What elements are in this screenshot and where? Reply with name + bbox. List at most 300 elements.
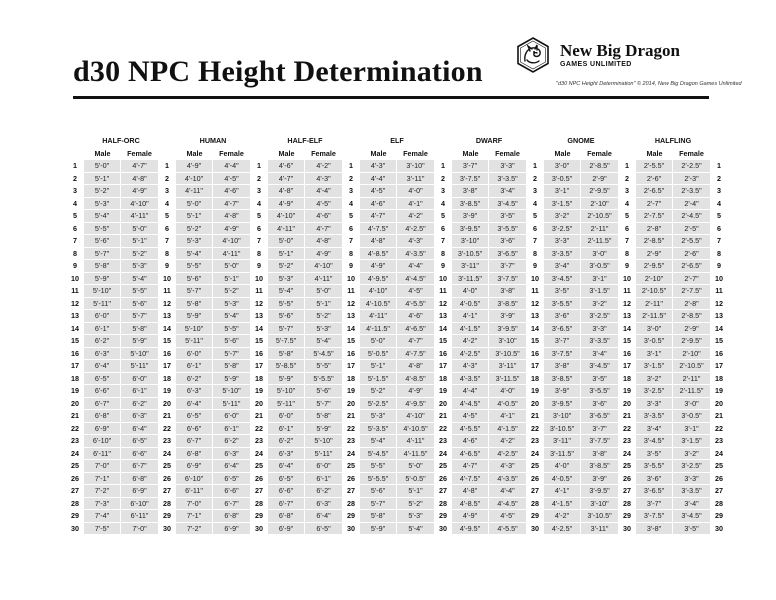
roll-number: 17 — [255, 361, 263, 370]
female-height-cell: 3'-2.5" — [581, 310, 618, 322]
male-height-cell: 6'-0" — [176, 348, 213, 360]
male-height-cell: 5'-7" — [176, 285, 213, 297]
male-height-cell: 5'-4" — [268, 285, 305, 297]
female-height-cell: 5'-4" — [121, 273, 158, 285]
female-height-cell: 4'-7" — [397, 335, 434, 347]
female-height-cell: 4'-11" — [213, 248, 250, 260]
roll-number: 3 — [717, 186, 721, 195]
male-height-cell: 5'-7" — [84, 248, 121, 260]
female-height-cell: 5'-1" — [305, 298, 342, 310]
roll-number: 22 — [71, 423, 79, 433]
female-height-cell: 4'-9.5" — [397, 398, 434, 410]
roll-number: 5 — [441, 211, 445, 220]
roll-number: 19 — [623, 386, 631, 395]
male-height-cell: 3'-0.5" — [636, 335, 673, 347]
male-height-cell: 4'-5" — [360, 185, 397, 197]
female-height-cell: 3'-0" — [581, 248, 618, 260]
male-height-cell: 5'-3" — [176, 235, 213, 247]
female-header: Female — [495, 148, 520, 158]
male-height-cell: 5'-1" — [84, 173, 121, 185]
roll-number: 15 — [715, 336, 723, 345]
male-height-cell: 5'-11" — [84, 298, 121, 310]
roll-number: 27 — [163, 486, 171, 495]
male-height-cell: 3'-7.5" — [452, 173, 489, 185]
male-height-cell: 4'-10.5" — [360, 298, 397, 310]
female-height-cell: 4'-5" — [305, 198, 342, 210]
male-height-cell: 5'-2" — [268, 260, 305, 272]
female-height-cell: 6'-11" — [121, 510, 158, 522]
roll-number: 9 — [257, 261, 261, 270]
male-height-cell: 3'-7.5" — [636, 510, 673, 522]
roll-number: 26 — [163, 473, 171, 483]
roll-number: 27 — [71, 486, 79, 495]
spacer-cell — [66, 148, 84, 160]
roll-number: 26 — [623, 473, 631, 483]
female-height-cell: 5'-10" — [121, 348, 158, 360]
female-height-cell: 2'-10.5" — [581, 210, 618, 222]
male-height-cell: 5'-11" — [268, 398, 305, 410]
female-height-cell: 3'-5" — [581, 373, 618, 385]
female-height-cell: 4'-4.5" — [489, 498, 526, 510]
male-header: Male — [278, 148, 295, 158]
roll-number: 18 — [163, 373, 171, 383]
roll-number: 15 — [71, 336, 79, 345]
roll-number: 18 — [531, 373, 539, 383]
roll-number: 20 — [439, 398, 447, 408]
table-row — [66, 485, 728, 497]
male-height-cell: 3'-0" — [544, 160, 581, 172]
roll-number: 5 — [165, 211, 169, 220]
female-height-cell: 3'-1" — [581, 273, 618, 285]
female-height-cell: 4'-0" — [397, 185, 434, 197]
roll-number: 19 — [439, 386, 447, 395]
male-height-cell: 3'-5.5" — [544, 298, 581, 310]
roll-number: 28 — [71, 498, 79, 508]
female-height-cell: 3'-10.5" — [581, 510, 618, 522]
roll-number: 5 — [349, 211, 353, 220]
roll-number: 17 — [531, 361, 539, 370]
roll-number: 10 — [255, 273, 263, 283]
female-height-cell: 4'-6" — [213, 185, 250, 197]
female-height-cell: 3'-7" — [581, 423, 618, 435]
female-height-cell: 5'-4" — [397, 523, 434, 535]
roll-number: 3 — [625, 186, 629, 195]
female-height-cell: 4'-4.5" — [397, 273, 434, 285]
female-height-cell: 4'-10" — [305, 260, 342, 272]
roll-number: 30 — [255, 523, 263, 533]
female-height-cell: 6'-6" — [213, 485, 250, 497]
female-height-cell: 6'-8" — [121, 473, 158, 485]
roll-number: 17 — [71, 361, 79, 370]
roll-number: 30 — [715, 523, 723, 533]
roll-number: 15 — [623, 336, 631, 345]
roll-number: 24 — [531, 448, 539, 458]
male-height-cell: 6'-3" — [268, 448, 305, 460]
male-height-cell: 6'-4" — [176, 398, 213, 410]
roll-number: 21 — [163, 411, 171, 420]
roll-number: 24 — [347, 448, 355, 458]
male-height-cell: 7'-5" — [84, 523, 121, 535]
male-height-cell: 4'-8.5" — [452, 498, 489, 510]
female-height-cell: 4'-3.5" — [397, 248, 434, 260]
female-height-cell: 4'-0" — [489, 385, 526, 397]
race-header: GNOME — [567, 136, 595, 145]
roll-number: 13 — [71, 311, 79, 320]
female-height-cell: 2'-10.5" — [673, 360, 710, 372]
male-height-cell: 6'-11" — [84, 448, 121, 460]
male-height-cell: 4'-10" — [176, 173, 213, 185]
roll-number: 30 — [347, 523, 355, 533]
female-height-cell: 4'-2.5" — [489, 448, 526, 460]
male-height-cell: 5'-4" — [176, 248, 213, 260]
female-height-cell: 6'-3" — [213, 448, 250, 460]
roll-number: 6 — [257, 223, 261, 233]
female-height-cell: 5'-10" — [305, 435, 342, 447]
roll-number: 15 — [255, 336, 263, 345]
male-height-cell: 2'-10" — [636, 273, 673, 285]
female-height-cell: 3'-5" — [673, 523, 710, 535]
female-height-cell: 3'-4.5" — [673, 510, 710, 522]
female-height-cell: 5'-5" — [305, 360, 342, 372]
roll-number: 13 — [347, 311, 355, 320]
roll-number: 27 — [347, 486, 355, 495]
female-height-cell: 5'-3" — [213, 298, 250, 310]
female-height-cell: 3'-6" — [581, 398, 618, 410]
roll-number: 3 — [165, 186, 169, 195]
male-height-cell: 3'-10" — [544, 410, 581, 422]
female-height-cell: 3'-11" — [397, 173, 434, 185]
male-height-cell: 3'-5" — [636, 448, 673, 460]
male-height-cell: 2'-8.5" — [636, 235, 673, 247]
female-height-cell: 4'-11.5" — [397, 448, 434, 460]
female-height-cell: 3'-3.5" — [581, 335, 618, 347]
roll-number: 14 — [439, 323, 447, 333]
male-height-cell: 3'-8" — [636, 523, 673, 535]
female-height-cell: 4'-7" — [213, 198, 250, 210]
female-height-cell: 3'-10.5" — [489, 348, 526, 360]
male-height-cell: 5'-5" — [176, 260, 213, 272]
female-height-cell: 6'-9" — [213, 523, 250, 535]
female-height-cell: 5'-0" — [305, 285, 342, 297]
male-height-cell: 4'-7.5" — [360, 223, 397, 235]
female-height-cell: 2'-9.5" — [673, 335, 710, 347]
roll-number: 11 — [347, 286, 355, 295]
male-height-cell: 5'-1.5" — [360, 373, 397, 385]
roll-number: 8 — [717, 248, 721, 258]
female-height-cell: 3'-9" — [489, 310, 526, 322]
table-row — [66, 160, 728, 172]
male-height-cell: 5'-3.5" — [360, 423, 397, 435]
roll-number: 24 — [163, 448, 171, 458]
roll-number: 18 — [623, 373, 631, 383]
race-header: DWARF — [475, 136, 503, 145]
roll-number: 29 — [531, 511, 539, 520]
female-height-cell: 2'-5.5" — [673, 235, 710, 247]
female-height-cell: 3'-8" — [489, 285, 526, 297]
roll-number: 16 — [439, 348, 447, 358]
male-height-cell: 4'-11.5" — [360, 323, 397, 335]
female-height-cell: 4'-5" — [489, 510, 526, 522]
roll-number: 4 — [349, 198, 353, 208]
female-height-cell: 6'-2" — [213, 435, 250, 447]
roll-number: 12 — [623, 298, 631, 308]
male-height-cell: 6'-3" — [84, 348, 121, 360]
male-height-cell: 4'-11" — [268, 223, 305, 235]
spacer-cell — [618, 148, 636, 160]
male-height-cell: 5'-7" — [360, 498, 397, 510]
female-height-cell: 4'-5" — [397, 285, 434, 297]
roll-number: 28 — [163, 498, 171, 508]
male-height-cell: 5'-4.5" — [360, 448, 397, 460]
male-height-cell: 3'-11.5" — [544, 448, 581, 460]
male-height-cell: 4'-3" — [360, 160, 397, 172]
roll-number: 3 — [441, 186, 445, 195]
male-height-cell: 6'-5" — [84, 373, 121, 385]
female-height-cell: 3'-11" — [489, 360, 526, 372]
female-height-cell: 3'-6.5" — [581, 410, 618, 422]
male-height-cell: 4'-0" — [544, 460, 581, 472]
female-height-cell: 4'-0.5" — [489, 398, 526, 410]
female-height-cell: 4'-5.5" — [489, 523, 526, 535]
male-height-cell: 4'-0.5" — [452, 298, 489, 310]
male-height-cell: 2'-11" — [636, 298, 673, 310]
female-height-cell: 3'-4.5" — [489, 198, 526, 210]
roll-number: 30 — [439, 523, 447, 533]
female-height-cell: 4'-1.5" — [489, 423, 526, 435]
roll-number: 23 — [715, 436, 723, 445]
roll-number: 24 — [623, 448, 631, 458]
male-height-cell: 5'-4" — [84, 210, 121, 222]
female-header: Female — [403, 148, 428, 158]
roll-number: 14 — [163, 323, 171, 333]
roll-number: 6 — [165, 223, 169, 233]
table-row — [66, 410, 728, 422]
roll-number: 18 — [347, 373, 355, 383]
male-height-cell: 3'-2.5" — [636, 385, 673, 397]
roll-number: 2 — [349, 173, 353, 183]
male-height-cell: 7'-0" — [84, 460, 121, 472]
roll-number: 23 — [163, 436, 171, 445]
female-height-cell: 2'-3" — [673, 173, 710, 185]
roll-number: 17 — [715, 361, 723, 370]
race-header-row — [66, 135, 728, 147]
female-height-cell: 4'-4" — [489, 485, 526, 497]
table-row — [66, 348, 728, 360]
male-height-cell: 3'-10.5" — [544, 423, 581, 435]
male-height-cell: 3'-4.5" — [636, 435, 673, 447]
roll-number: 10 — [531, 273, 539, 283]
female-height-cell: 4'-2" — [489, 435, 526, 447]
spacer-cell — [66, 135, 84, 147]
female-height-cell: 5'-8" — [305, 410, 342, 422]
female-height-cell: 3'-5" — [489, 210, 526, 222]
male-height-cell: 5'-8.5" — [268, 360, 305, 372]
roll-number: 25 — [531, 461, 539, 470]
roll-number: 30 — [531, 523, 539, 533]
female-height-cell: 4'-10" — [121, 198, 158, 210]
roll-number: 14 — [623, 323, 631, 333]
male-height-cell: 2'-9" — [636, 248, 673, 260]
female-height-cell: 6'-2" — [305, 485, 342, 497]
table-row — [66, 273, 728, 285]
roll-number: 4 — [625, 198, 629, 208]
roll-number: 11 — [439, 286, 447, 295]
male-height-cell: 6'-1" — [176, 360, 213, 372]
roll-number: 1 — [533, 161, 537, 170]
male-height-cell: 3'-4.5" — [544, 273, 581, 285]
female-height-cell: 6'-6" — [121, 448, 158, 460]
roll-number: 24 — [439, 448, 447, 458]
roll-number: 3 — [349, 186, 353, 195]
male-height-cell: 6'-9" — [176, 460, 213, 472]
roll-number: 18 — [715, 373, 723, 383]
male-height-cell: 3'-3" — [636, 398, 673, 410]
female-height-cell: 2'-11.5" — [581, 235, 618, 247]
female-height-cell: 4'-8.5" — [397, 373, 434, 385]
female-header: Female — [219, 148, 244, 158]
table-row — [66, 185, 728, 197]
table-row — [66, 248, 728, 260]
female-height-cell: 4'-9" — [121, 185, 158, 197]
male-height-cell: 4'-7" — [268, 173, 305, 185]
male-height-cell: 6'-7" — [176, 435, 213, 447]
roll-number: 12 — [71, 298, 79, 308]
male-height-cell: 4'-7" — [360, 210, 397, 222]
male-height-cell: 7'-4" — [84, 510, 121, 522]
roll-number: 11 — [255, 286, 263, 295]
female-height-cell: 4'-3" — [397, 235, 434, 247]
female-height-cell: 5'-2" — [397, 498, 434, 510]
male-height-cell: 6'-4" — [84, 360, 121, 372]
male-height-cell: 5'-2" — [360, 385, 397, 397]
male-header: Male — [94, 148, 111, 158]
male-height-cell: 4'-7" — [452, 460, 489, 472]
height-table — [66, 134, 728, 535]
roll-number: 6 — [441, 223, 445, 233]
roll-number: 8 — [165, 248, 169, 258]
roll-number: 7 — [441, 236, 445, 245]
male-height-cell: 3'-6" — [544, 310, 581, 322]
roll-number: 26 — [439, 473, 447, 483]
roll-number: 9 — [533, 261, 537, 270]
male-height-cell: 4'-9" — [176, 160, 213, 172]
roll-number: 13 — [163, 311, 171, 320]
female-height-cell: 3'-3" — [581, 323, 618, 335]
female-height-cell: 6'-0" — [305, 460, 342, 472]
male-height-cell: 4'-5" — [452, 410, 489, 422]
female-height-cell: 4'-7" — [305, 223, 342, 235]
roll-number: 30 — [163, 523, 171, 533]
female-height-cell: 4'-7" — [121, 160, 158, 172]
male-height-cell: 3'-7" — [544, 335, 581, 347]
table-row — [66, 235, 728, 247]
roll-number: 1 — [625, 161, 629, 170]
roll-number: 8 — [625, 248, 629, 258]
roll-number: 17 — [439, 361, 447, 370]
roll-number: 3 — [73, 186, 77, 195]
roll-number: 22 — [255, 423, 263, 433]
male-height-cell: 4'-9.5" — [452, 523, 489, 535]
male-height-cell: 5'-8" — [268, 348, 305, 360]
female-height-cell: 3'-9.5" — [581, 485, 618, 497]
female-height-cell: 5'-0.5" — [397, 473, 434, 485]
female-height-cell: 3'-3.5" — [489, 173, 526, 185]
female-height-cell: 5'-6" — [121, 298, 158, 310]
male-height-cell: 6'-11" — [176, 485, 213, 497]
female-height-cell: 3'-4.5" — [581, 360, 618, 372]
male-height-cell: 5'-9" — [268, 373, 305, 385]
spacer-cell — [526, 135, 544, 147]
copyright-notice: "d30 NPC Height Determination" © 2014, New Big Dragon Games Unlimited — [556, 81, 742, 87]
female-height-cell: 2'-8.5" — [673, 310, 710, 322]
female-height-cell: 3'-4" — [581, 348, 618, 360]
female-height-cell: 5'-0" — [213, 260, 250, 272]
roll-number: 19 — [163, 386, 171, 395]
roll-number: 2 — [257, 173, 261, 183]
table-row — [66, 373, 728, 385]
male-height-cell: 4'-6" — [268, 160, 305, 172]
roll-number: 22 — [623, 423, 631, 433]
male-height-cell: 4'-9.5" — [360, 273, 397, 285]
male-height-cell: 5'-2" — [84, 185, 121, 197]
female-height-cell: 5'-1" — [397, 485, 434, 497]
male-height-cell: 5'-9" — [176, 310, 213, 322]
male-height-cell: 3'-3.5" — [544, 248, 581, 260]
female-height-cell: 4'-4" — [213, 160, 250, 172]
male-height-cell: 6'-5" — [176, 410, 213, 422]
female-height-cell: 5'-10" — [213, 385, 250, 397]
female-height-cell: 5'-1" — [213, 273, 250, 285]
male-height-cell: 6'-0" — [84, 310, 121, 322]
male-height-cell: 7'-2" — [84, 485, 121, 497]
male-height-cell: 6'-6" — [268, 485, 305, 497]
male-height-cell: 3'-7.5" — [544, 348, 581, 360]
roll-number: 22 — [347, 423, 355, 433]
female-height-cell: 6'-5" — [305, 523, 342, 535]
roll-number: 27 — [623, 486, 631, 495]
male-height-cell: 4'-0" — [452, 285, 489, 297]
roll-number: 25 — [347, 461, 355, 470]
female-height-cell: 5'-5" — [213, 323, 250, 335]
female-height-cell: 4'-3" — [489, 460, 526, 472]
female-height-cell: 3'-1.5" — [581, 285, 618, 297]
male-height-cell: 7'-3" — [84, 498, 121, 510]
female-height-cell: 5'-11" — [213, 398, 250, 410]
table-row — [66, 198, 728, 210]
female-height-cell: 5'-11" — [305, 448, 342, 460]
female-height-cell: 2'-10" — [673, 348, 710, 360]
roll-number: 10 — [439, 273, 447, 283]
male-height-cell: 6'-10" — [176, 473, 213, 485]
roll-number: 12 — [255, 298, 263, 308]
female-height-cell: 3'-4" — [489, 185, 526, 197]
table-row — [66, 523, 728, 535]
roll-number: 12 — [439, 298, 447, 308]
female-height-cell: 4'-11" — [397, 435, 434, 447]
female-height-cell: 5'-4" — [305, 335, 342, 347]
roll-number: 4 — [73, 198, 77, 208]
roll-number: 13 — [439, 311, 447, 320]
roll-number: 7 — [257, 236, 261, 245]
spacer-cell — [250, 148, 268, 160]
female-height-cell: 3'-3.5" — [673, 485, 710, 497]
roll-number: 13 — [255, 311, 263, 320]
male-height-cell: 3'-11" — [544, 435, 581, 447]
male-height-cell: 5'-5.5" — [360, 473, 397, 485]
male-header: Male — [646, 148, 663, 158]
roll-number: 2 — [533, 173, 537, 183]
male-height-cell: 3'-5" — [544, 285, 581, 297]
